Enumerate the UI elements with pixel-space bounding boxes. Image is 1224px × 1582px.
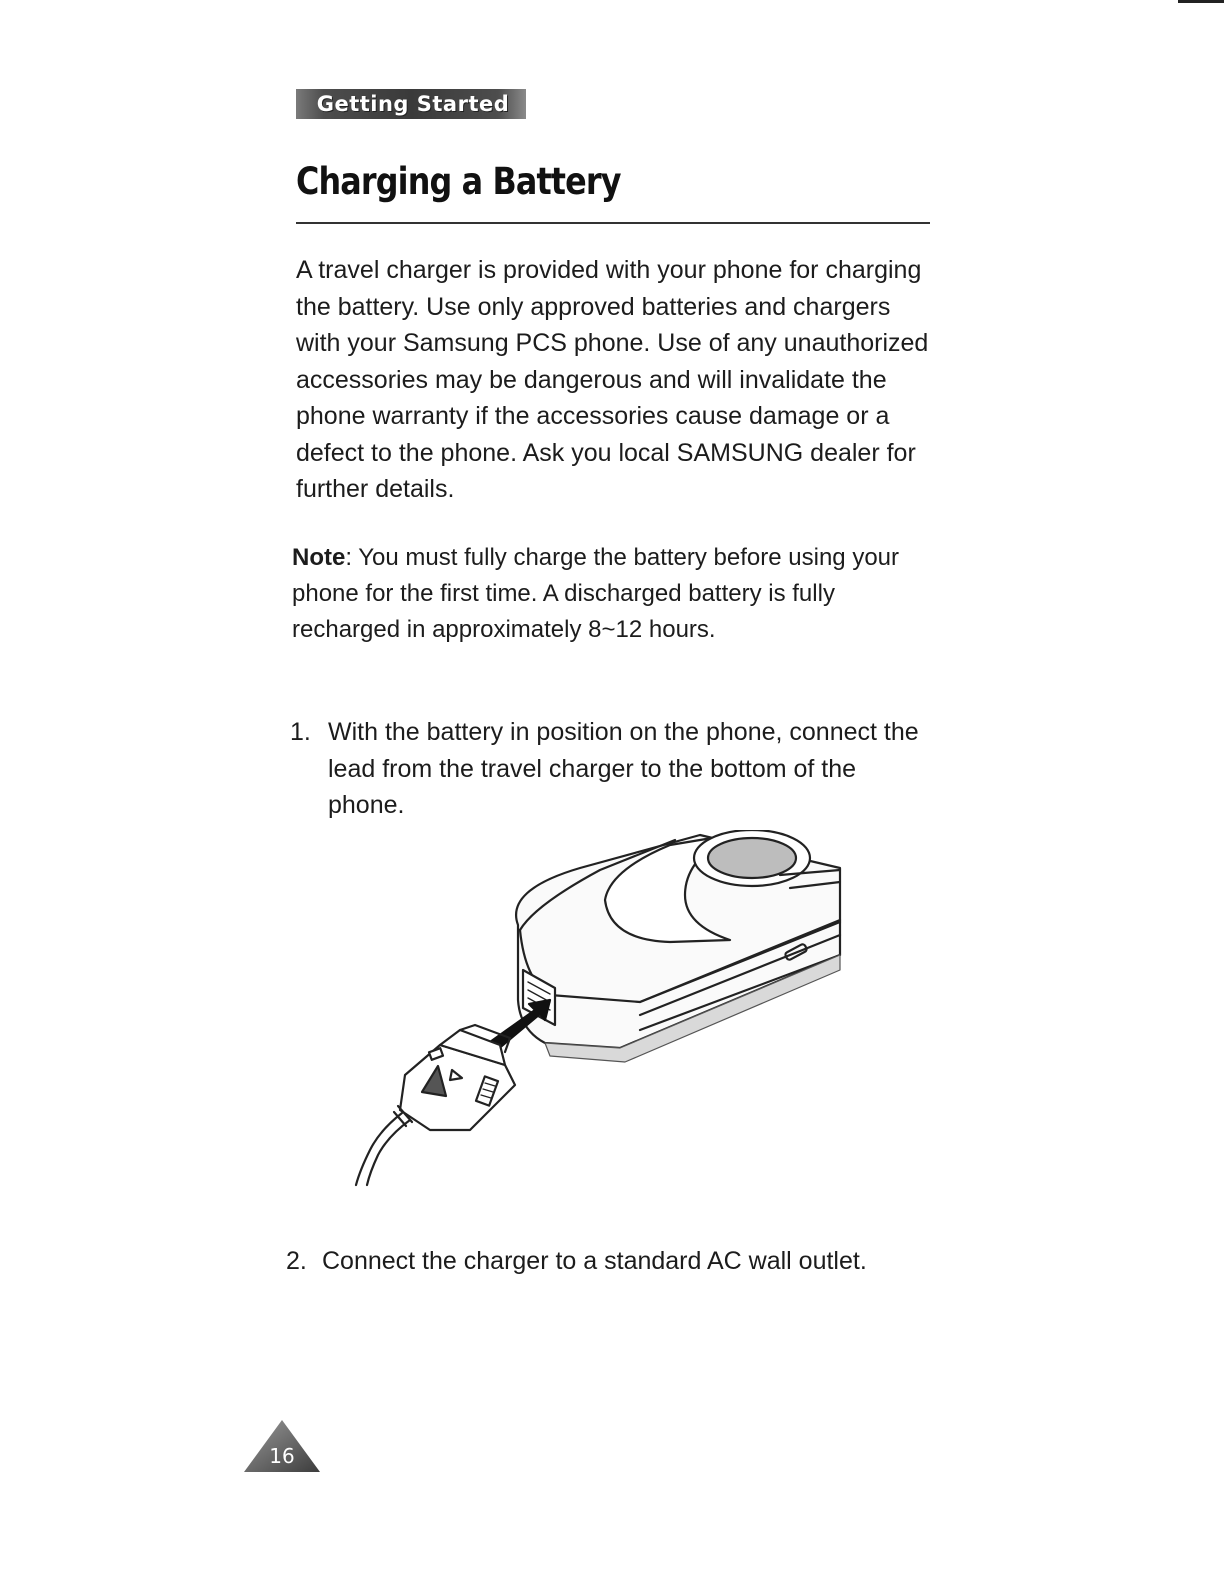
step-item-1: [290, 714, 930, 824]
note-text: : You must fully charge the battery before using your phone for the first time. A discharged battery is fully recharged in approximately 8~12 hours.: [292, 544, 900, 643]
step-text: With the battery in position on the phone, connect the lead from the travel charger to the bottom of the phone.: [328, 718, 919, 819]
note-label: Note: [292, 544, 346, 571]
page-title: Charging a Battery: [296, 160, 621, 203]
step-number: 2.: [286, 1247, 307, 1275]
phone-charger-illustration: [340, 830, 860, 1190]
section-tab: Getting Started: [296, 89, 526, 119]
step-item-2: [286, 1243, 986, 1279]
step-number: 1.: [290, 718, 311, 746]
step-text: Connect the charger to a standard AC wall outlet.: [322, 1247, 867, 1275]
intro-paragraph: A travel charger is provided with your phone for charging the battery. Use only approved batteries and chargers with your Samsung PCS phone. Use of any unauthorized accessories may be dangerous and will invalidate the phone warranty if the accessories cause damage or a defect to the phone. Ask you local SAMSUNG dealer for further details.: [296, 256, 929, 503]
title-divider: [296, 222, 930, 224]
note-paragraph: [292, 540, 932, 648]
corner-mark: [1178, 0, 1224, 3]
charger-cable: [356, 1113, 402, 1185]
page-number: 16: [269, 1444, 295, 1468]
